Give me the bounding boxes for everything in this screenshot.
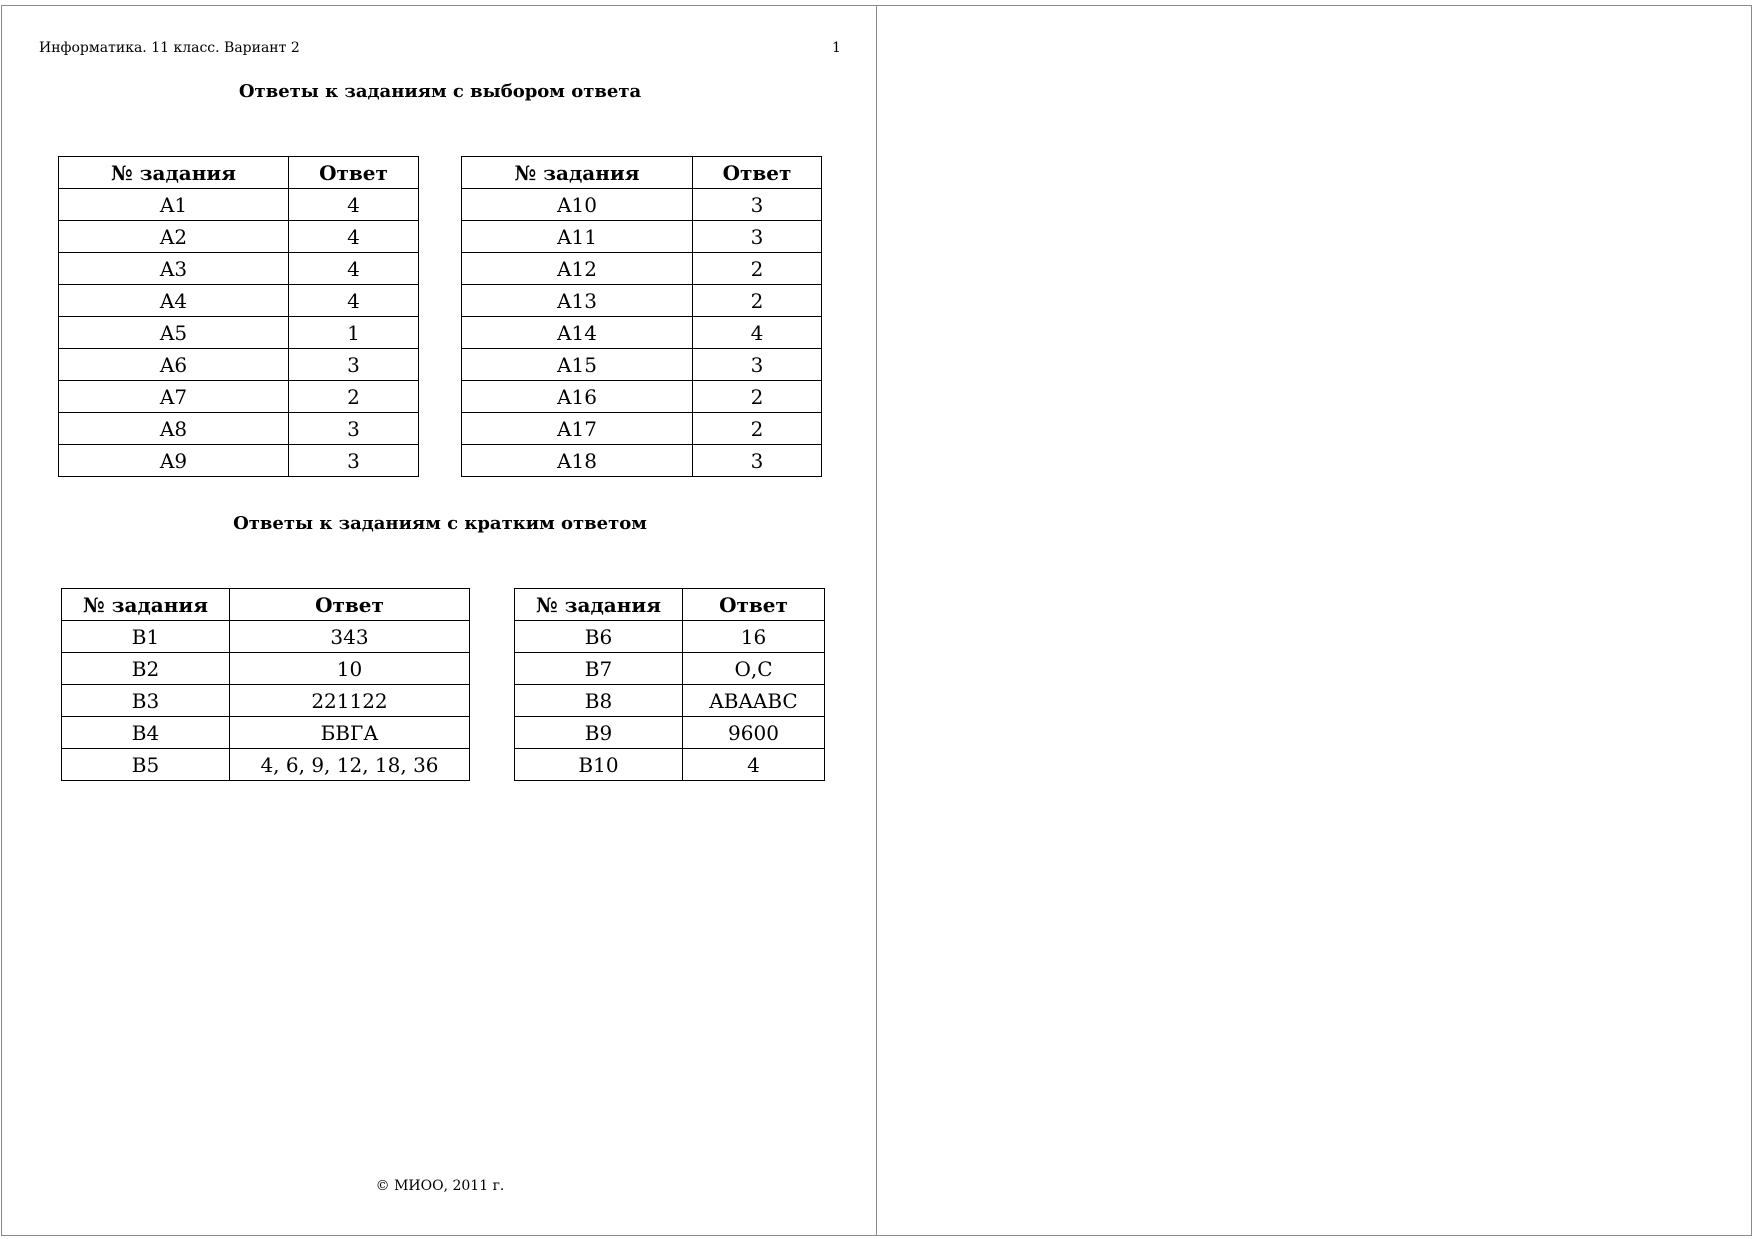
- task-number-cell: A12: [462, 253, 693, 285]
- answer-cell: 2: [693, 285, 822, 317]
- task-number-cell: B10: [515, 749, 683, 781]
- answers-table-b-left: [61, 588, 470, 781]
- column-header-task: № задания: [462, 157, 693, 189]
- table-row: [59, 445, 419, 477]
- task-number-cell: A1: [59, 189, 289, 221]
- answers-table-a-right: [461, 156, 822, 477]
- task-number-cell: B5: [62, 749, 230, 781]
- table-row: [515, 717, 825, 749]
- table-row: [462, 445, 822, 477]
- answer-cell: 16: [683, 621, 825, 653]
- answer-cell: 10: [230, 653, 470, 685]
- table-row: [462, 349, 822, 381]
- table-header-row: [515, 589, 825, 621]
- table-row: [62, 717, 470, 749]
- task-number-cell: A10: [462, 189, 693, 221]
- answer-cell: 2: [289, 381, 419, 413]
- column-header-task: № задания: [62, 589, 230, 621]
- answer-cell: 3: [289, 445, 419, 477]
- task-number-cell: B7: [515, 653, 683, 685]
- answer-cell: 3: [289, 413, 419, 445]
- column-header-answer: Ответ: [289, 157, 419, 189]
- footer-copyright: © МИОО, 2011 г.: [375, 1178, 505, 1194]
- column-header-answer: Ответ: [683, 589, 825, 621]
- page-left: [1, 5, 877, 1236]
- table-row: [62, 749, 470, 781]
- answer-cell: 3: [693, 221, 822, 253]
- answer-cell: 2: [693, 253, 822, 285]
- table-row: [515, 653, 825, 685]
- answer-cell: 3: [289, 349, 419, 381]
- table-row: [462, 253, 822, 285]
- section-b-title: Ответы к заданиям с кратким ответом: [233, 513, 647, 534]
- answer-cell: 1: [289, 317, 419, 349]
- task-number-cell: B4: [62, 717, 230, 749]
- answer-cell: 4: [289, 221, 419, 253]
- answer-cell: 343: [230, 621, 470, 653]
- answer-cell: 3: [693, 445, 822, 477]
- task-number-cell: B2: [62, 653, 230, 685]
- page-number: 1: [832, 40, 841, 56]
- task-number-cell: A14: [462, 317, 693, 349]
- task-number-cell: A18: [462, 445, 693, 477]
- task-number-cell: A3: [59, 253, 289, 285]
- answer-cell: 4: [289, 189, 419, 221]
- table-row: [462, 189, 822, 221]
- table-row: [62, 621, 470, 653]
- table-row: [515, 749, 825, 781]
- answer-cell: 221122: [230, 685, 470, 717]
- task-number-cell: B3: [62, 685, 230, 717]
- answer-cell: 9600: [683, 717, 825, 749]
- answer-cell: ABAABC: [683, 685, 825, 717]
- section-a-title: Ответы к заданиям с выбором ответа: [238, 81, 642, 102]
- column-header-task: № задания: [59, 157, 289, 189]
- table-row: [59, 253, 419, 285]
- table-header-row: [62, 589, 470, 621]
- table-row: [62, 685, 470, 717]
- task-number-cell: A16: [462, 381, 693, 413]
- table-row: [59, 317, 419, 349]
- task-number-cell: A15: [462, 349, 693, 381]
- table-row: [59, 413, 419, 445]
- table-row: [462, 285, 822, 317]
- page-header-subject: Информатика. 11 класс. Вариант 2: [39, 40, 300, 56]
- task-number-cell: A11: [462, 221, 693, 253]
- task-number-cell: B6: [515, 621, 683, 653]
- column-header-task: № задания: [515, 589, 683, 621]
- table-header-row: [59, 157, 419, 189]
- task-number-cell: B8: [515, 685, 683, 717]
- column-header-answer: Ответ: [230, 589, 470, 621]
- task-number-cell: A5: [59, 317, 289, 349]
- answer-cell: БВГА: [230, 717, 470, 749]
- task-number-cell: B9: [515, 717, 683, 749]
- table-row: [462, 413, 822, 445]
- answer-cell: О,С: [683, 653, 825, 685]
- answers-table-a-left: [58, 156, 419, 477]
- table-row: [515, 685, 825, 717]
- answer-cell: 4: [683, 749, 825, 781]
- table-row: [59, 221, 419, 253]
- answer-cell: 4: [289, 285, 419, 317]
- answer-cell: 4: [693, 317, 822, 349]
- answer-cell: 3: [693, 189, 822, 221]
- table-row: [462, 221, 822, 253]
- table-row: [462, 381, 822, 413]
- answer-cell: 2: [693, 381, 822, 413]
- answer-cell: 3: [693, 349, 822, 381]
- task-number-cell: A6: [59, 349, 289, 381]
- answer-cell: 4, 6, 9, 12, 18, 36: [230, 749, 470, 781]
- page-right-blank: [876, 5, 1752, 1236]
- task-number-cell: A9: [59, 445, 289, 477]
- column-header-answer: Ответ: [693, 157, 822, 189]
- task-number-cell: A8: [59, 413, 289, 445]
- task-number-cell: B1: [62, 621, 230, 653]
- task-number-cell: A2: [59, 221, 289, 253]
- table-row: [59, 189, 419, 221]
- table-header-row: [462, 157, 822, 189]
- table-row: [59, 285, 419, 317]
- task-number-cell: A17: [462, 413, 693, 445]
- table-row: [59, 349, 419, 381]
- task-number-cell: A4: [59, 285, 289, 317]
- table-row: [62, 653, 470, 685]
- task-number-cell: A7: [59, 381, 289, 413]
- table-row: [515, 621, 825, 653]
- answer-cell: 4: [289, 253, 419, 285]
- answer-cell: 2: [693, 413, 822, 445]
- table-row: [462, 317, 822, 349]
- answers-table-b-right: [514, 588, 825, 781]
- table-row: [59, 381, 419, 413]
- task-number-cell: A13: [462, 285, 693, 317]
